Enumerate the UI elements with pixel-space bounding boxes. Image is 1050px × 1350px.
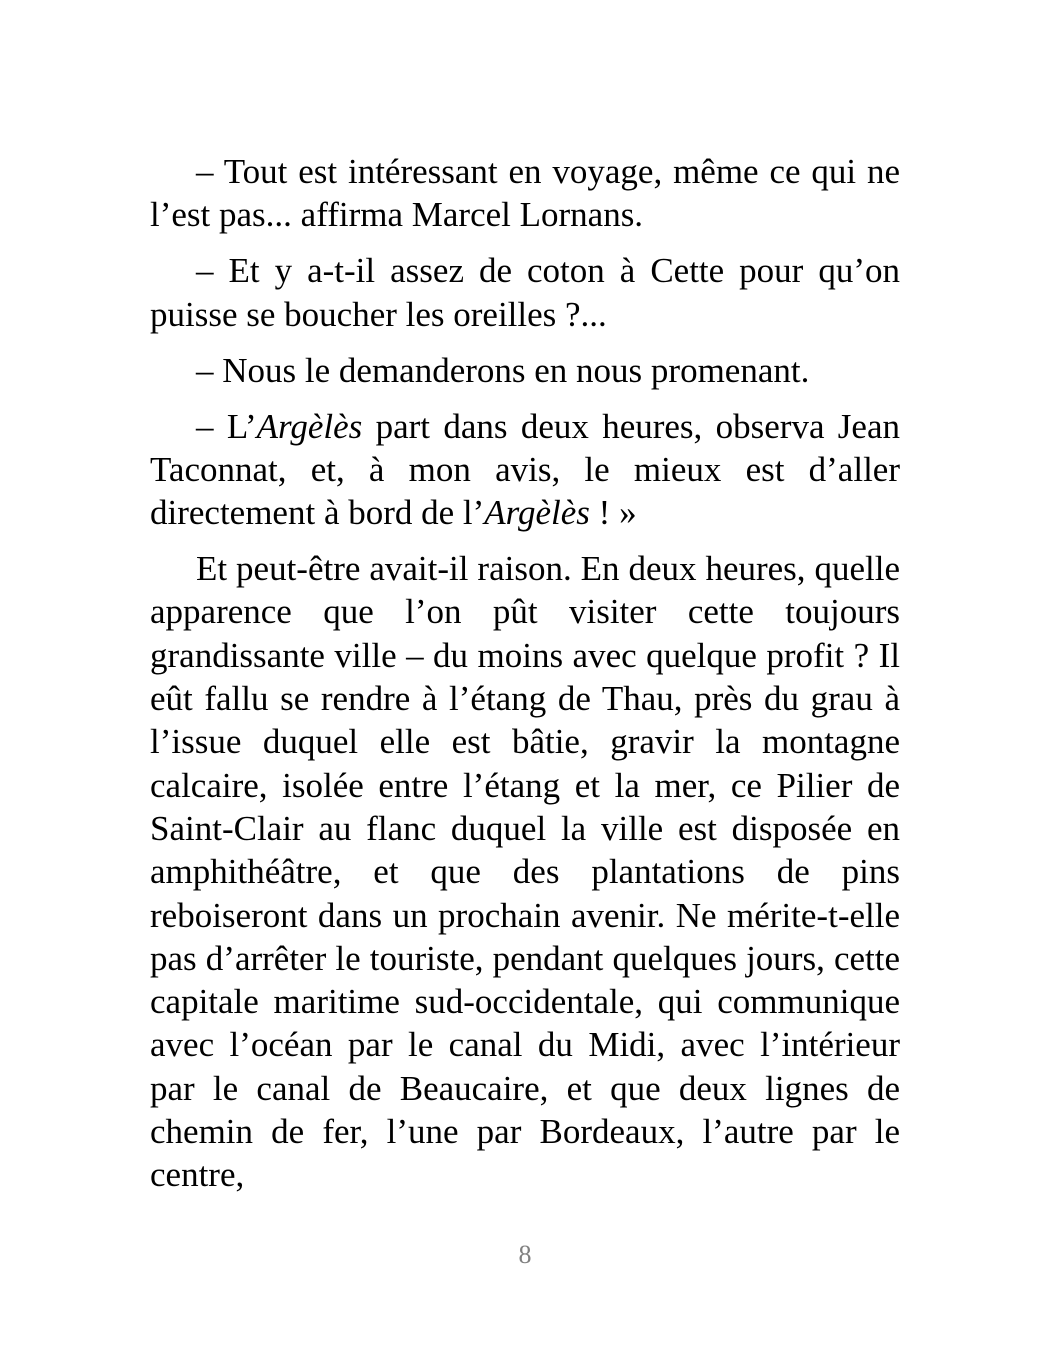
paragraph: – Nous le demanderons en nous promenant. <box>196 350 810 390</box>
italic-ship-name: Argèlès <box>484 493 590 533</box>
page-body <box>150 150 900 1197</box>
paragraph: Et peut-être avait-il raison. En deux heures, quelle apparence que l’on pût visiter cette toujours grandissante ville – du moins avec quelque profit ? Il eût fallu se rendre à l’étang de Thau, près du grau à l’issue duquel elle est bâtie, gravir la montagne calcaire, isolée entre l’étang et la mer, ce Pilier de Saint-Clair au flanc duquel la ville est disposée en amphithéâtre, et que des plantations de pins reboiseront dans un prochain avenir. Ne mérite-t-elle pas d’arrêter le touriste, pendant quelques jours, cette capitale maritime sud-occidentale, qui communique avec l’océan par le canal du Midi, avec l’intérieur par le canal de Beaucaire, et que deux lignes de chemin de fer, l’une par Bordeaux, l’autre par le centre, <box>150 549 900 1195</box>
paragraph: – Et y a-t-il assez de coton à Cette pour qu’on puisse se boucher les oreilles ?... <box>150 251 900 334</box>
text-run: – L’ <box>196 406 257 446</box>
italic-ship-name: Argèlès <box>256 406 363 446</box>
paragraph: – Tout est intéressant en voyage, même ce qui ne l’est pas... affirma Marcel Lornans. <box>150 152 900 235</box>
text-run: ! » <box>589 493 637 533</box>
page-number: 8 <box>518 1240 532 1269</box>
text-run: part dans deux heures, observa Jean Taconnat, et, à mon avis, le mieux est d’aller directement à bord de l’ <box>150 406 900 533</box>
paragraph <box>150 405 900 535</box>
